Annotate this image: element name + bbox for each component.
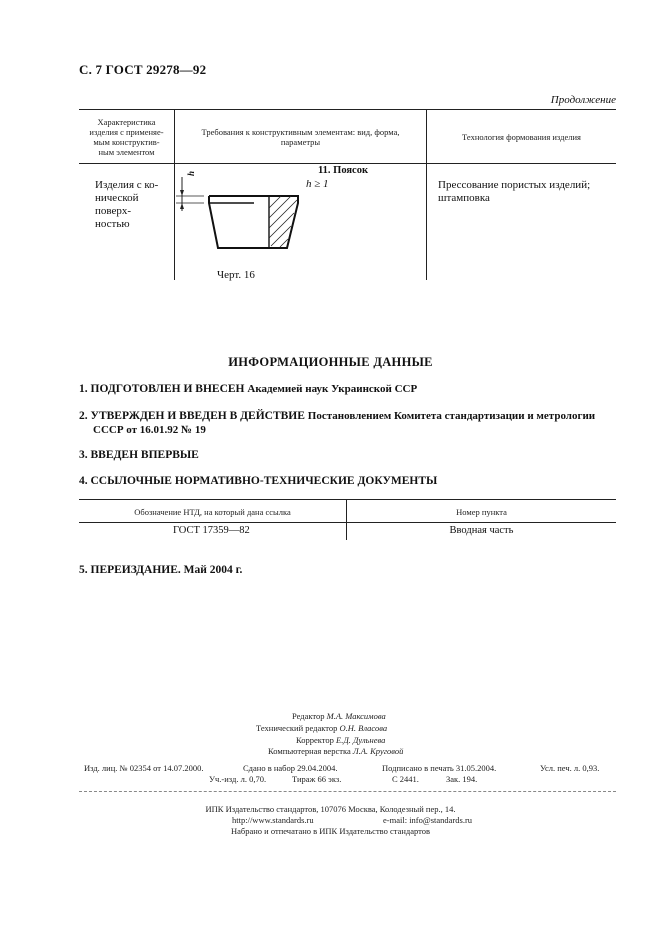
print-sheets: Усл. печ. л. 0,93. (540, 763, 600, 773)
ref-col1-header: Обозначение НТД, на который дана ссылка (134, 507, 291, 517)
order-code: С 2441. (392, 774, 419, 784)
page-reference: С. 7 ГОСТ 29278—92 (79, 62, 207, 77)
conical-part-drawing (176, 175, 306, 255)
info-item-5: 5. ПЕРЕИЗДАНИЕ. Май 2004 г. (79, 564, 243, 576)
product-characteristic: Изделия с ко- нической поверх- ностью (95, 179, 159, 230)
credit-layout: Компьютерная верстка Л.А. Круговой (268, 746, 404, 756)
arrow-head (180, 203, 184, 209)
ref-table-header-rule (79, 522, 616, 523)
table-header-rule (79, 163, 616, 164)
printed-by: Набрано и отпечатано в ИПК Издательство стандартов (230, 826, 431, 836)
table-top-rule (79, 109, 616, 110)
publisher-address: ИПК Издательство стандартов, 107076 Москва, Колодезный пер., 14. (205, 804, 456, 814)
license-info: Изд. лиц. № 02354 от 14.07.2000. (84, 763, 204, 773)
publisher-email[interactable]: e-mail: info@standards.ru (383, 815, 473, 825)
col2-header: Требования к конструктивным элементам: вид, форма, параметры (201, 127, 400, 147)
forming-technology: Прессование пористых изделий; штамповка (438, 179, 591, 204)
credit-tech-editor: Технический редактор О.Н. Власова (256, 723, 388, 733)
info-item-3: 3. ВВЕДЕН ВПЕРВЫЕ (79, 449, 199, 461)
section-title: 11. Поясок (317, 165, 369, 176)
ref-table-top-rule (79, 499, 616, 500)
publisher-website[interactable]: http://www.standards.ru (232, 815, 314, 825)
publisher-sheets: Уч.-изд. л. 0,70. (209, 774, 267, 784)
credit-corrector: Корректор Е.Д. Дульнева (296, 735, 386, 745)
ref-col2-header: Номер пункта (456, 507, 507, 517)
figure-caption: Черт. 16 (217, 269, 255, 281)
ref-clause-number: Вводная часть (449, 525, 514, 536)
formula: h ≥ 1 (306, 178, 329, 190)
signed-date: Подписано в печать 31.05.2004. (382, 763, 497, 773)
imprint-divider (79, 791, 616, 792)
info-item-4: 4. ССЫЛОЧНЫЕ НОРМАТИВНО-ТЕХНИЧЕСКИЕ ДОКУМЕНТЫ (79, 475, 438, 487)
info-title: ИНФОРМАЦИОННЫЕ ДАННЫЕ (228, 355, 433, 369)
continuation-label: Продолжение (550, 94, 616, 106)
arrow-head (180, 190, 184, 196)
credit-editor: Редактор М.А. Максимова (292, 711, 386, 721)
col1-header: Характеристика изделия с применяе- мым конструктив- ным элементом (89, 117, 164, 157)
info-item-2: 2. УТВЕРЖДЕН И ВВЕДЕН В ДЕЙСТВИЕ Постановлением Комитета стандартизации и метрологии СССР от 16.01.92 № 19 (79, 410, 596, 436)
dimension-label: h (186, 170, 196, 176)
info-item-1: 1. ПОДГОТОВЛЕН И ВНЕСЕН Академией наук Украинской ССР (79, 383, 418, 395)
order-number: Зак. 194. (446, 774, 478, 784)
typeset-date: Сдано в набор 29.04.2004. (243, 763, 338, 773)
print-run: Тираж 66 экз. (292, 774, 342, 784)
ref-doc-designation: ГОСТ 17359—82 (173, 525, 250, 536)
col3-header: Технология формования изделия (462, 132, 581, 142)
